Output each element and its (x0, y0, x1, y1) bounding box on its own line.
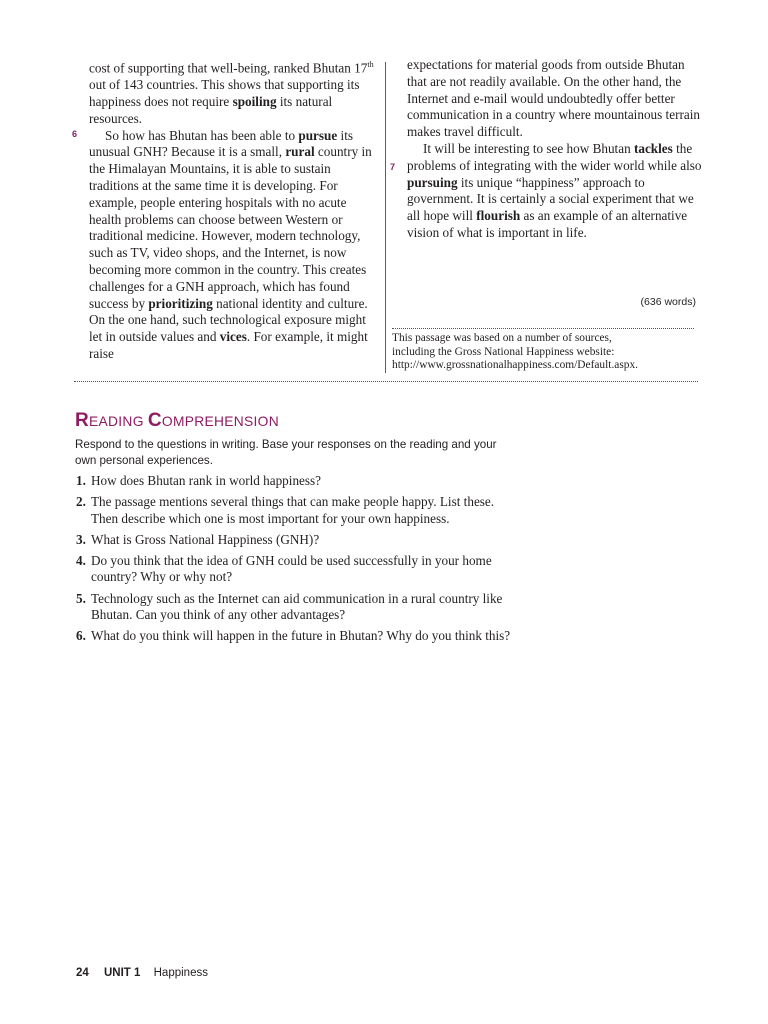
word-count: (636 words) (640, 296, 696, 308)
page-number: 24 (76, 967, 89, 979)
source-note: This passage was based on a number of sources, including the Gross National Happiness website: http://www.grossnationalhappiness.com/Default.aspx. (392, 332, 702, 373)
instructions: Respond to the questions in writing. Base your responses on the reading and your own personal experiences. (75, 438, 497, 467)
paragraph-7: It will be interesting to see how Bhutan tackles the problems of integrating with the wider world while also pursuing its unique “happiness” approach to government. It is certainly a social experiment that we all hope will flourish as an example of an alternative vision of what is important in life. (407, 140, 702, 240)
section-divider (74, 381, 698, 382)
vocab-flourish: flourish (476, 208, 521, 224)
paragraph-6: So how has Bhutan has been able to pursue its unusual GNH? Because it is a small, rural country in the Himalayan Mountains, it is able to sustain traditions at the same time it is developing. For example, people entering hospitals with no acute health problems can choose between Western or traditional medicine. However, modern technology, such as TV, video shops, and the Internet, is now becoming more common in the country. This creates challenges for a GNH approach, which has found success by prioritizing national identity and culture. On the one hand, such technological exposure might let in outside values and vices. For example, it might raise (89, 127, 372, 361)
vocab-rural: rural (285, 144, 315, 160)
passage-column-right (407, 57, 707, 242)
question-item: 1. How does Bhutan rank in world happiness? (76, 473, 322, 488)
question-item: 3. What is Gross National Happiness (GNH)? (76, 531, 320, 547)
vocab-pursue: pursue (298, 127, 338, 143)
vocab-tackles: tackles (633, 140, 673, 156)
column-divider (385, 62, 386, 373)
paragraph-5-continued: cost of supporting that well-being, ranked Bhutan 17th out of 143 countries. This shows that supporting its happiness does not require spoiling its natural resources. (89, 60, 374, 126)
question-item: 2. The passage mentions several things that can make people happy. List these. Then describe which one is most important for your own happiness. (76, 494, 495, 526)
source-url: http://www.grossnationalhappiness.com/Default.aspx. (392, 359, 639, 372)
question-item: 5. Technology such as the Internet can aid communication in a rural country like Bhutan. Can you think of any other advantages? (76, 590, 503, 623)
paragraph-6-continued: expectations for material goods from outside Bhutan that are not readily available. On the other hand, the Internet and e-mail would undoubtedly offer better communication in a country where mountainous terrain makes travel difficult. (407, 57, 700, 140)
source-divider (392, 328, 694, 329)
vocab-prioritizing: prioritizing (148, 295, 213, 311)
question-item: 4. Do you think that the idea of GNH could be used successfully in your home country? Why or why not? (76, 553, 492, 585)
section-heading: READING COMPREHENSION (75, 410, 279, 431)
passage-column-left (89, 57, 379, 363)
paragraph-number-7: 7 (390, 162, 396, 172)
vocab-pursuing: pursuing (407, 174, 458, 190)
paragraph-number-6: 6 (72, 129, 78, 139)
vocab-spoiling: spoiling (232, 93, 277, 109)
question-item: 6. What do you think will happen in the future in Bhutan? Why do you think this? (76, 628, 511, 644)
vocab-vices: vices (219, 329, 247, 345)
question-list (76, 473, 576, 650)
unit-label: UNIT 1 (104, 967, 141, 979)
page-footer (76, 967, 208, 979)
unit-title: Happiness (153, 967, 208, 979)
